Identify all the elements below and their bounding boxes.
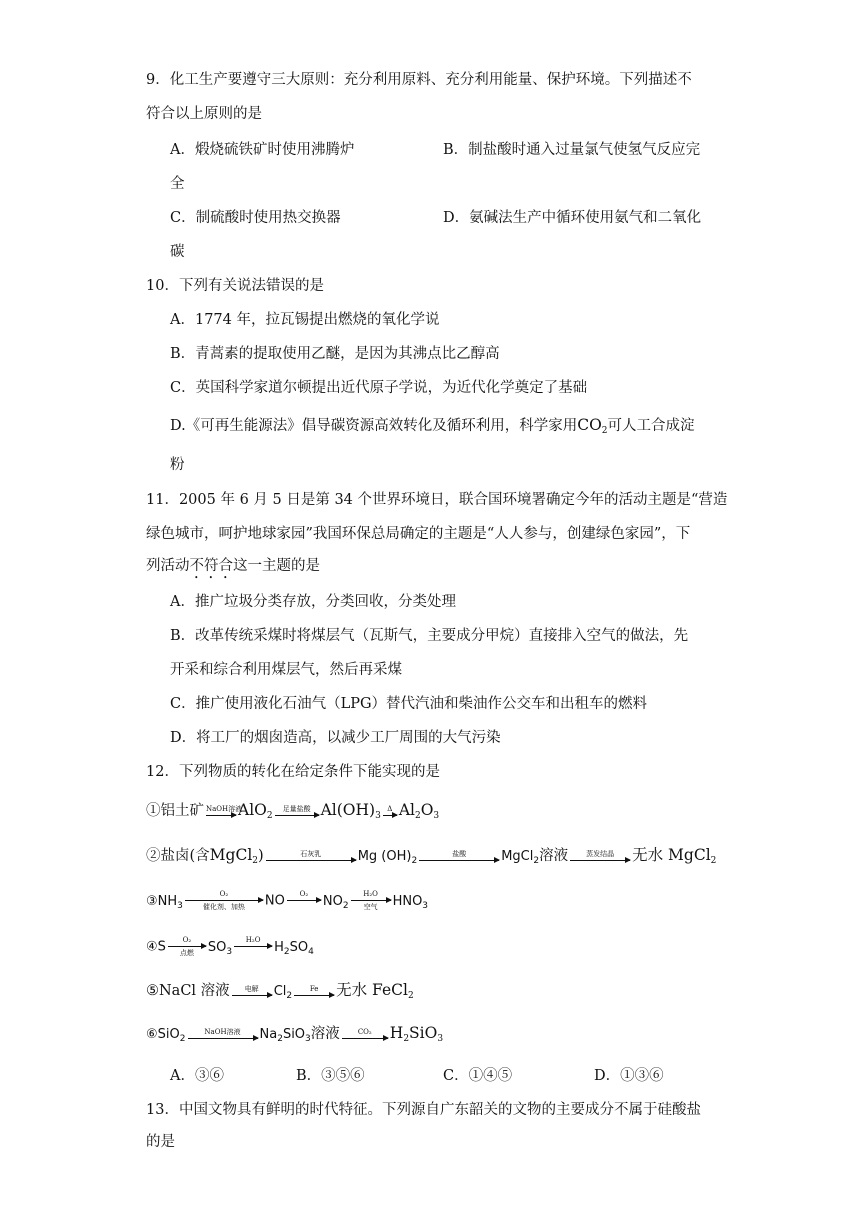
q12-route-2: ②盐卤(含MgCl$_2$) 石灰乳 Mg $(OH)_2$ 盐酸 MgCl$_2$溶液 蒸发结晶 无水 MgCl$_2$ (146, 846, 717, 866)
reaction-arrow: CO₂ (342, 1028, 388, 1041)
q9-option-d-continued: 碳 (170, 244, 185, 260)
q10-option-b: B．青蒿素的提取使用乙醚，是因为其沸点比乙醇高 (170, 346, 500, 362)
reaction-arrow: 足量盐酸 (275, 805, 319, 818)
q10-option-d-formula: $CO_2$ (577, 416, 608, 436)
q13-stem-line2: 的是 (146, 1134, 175, 1150)
reaction-arrow: H₂O 空气 (351, 890, 391, 911)
reaction-arrow: 蒸发结晶 (570, 850, 630, 863)
q12-option-a: A．③⑥ (170, 1068, 224, 1084)
q12-route-6: ⑥SiO$_2$ NaOH溶液 $Na_2SiO_3$溶液 CO₂ $H_2SiO_3$ (146, 1024, 444, 1044)
q9-stem-line2: 符合以上原则的是 (146, 106, 262, 122)
reaction-arrow: O₂ 点燃 (168, 936, 206, 957)
q12-stem: 12．下列物质的转化在给定条件下能实现的是 (146, 764, 440, 780)
reaction-arrow: O₂ (287, 890, 321, 911)
q9-option-a: A．煅烧硫铁矿时使用沸腾炉 (170, 142, 355, 158)
q11-stem-line1: 11．2005 年 6 月 5 日是第 34 个世界环境日，联合国环境署确定今年的活动主题是“营造 (146, 492, 728, 508)
q10-option-d (170, 415, 695, 441)
reaction-arrow: O₂ 催化剂、加热 (185, 890, 263, 911)
q10-option-c: C．英国科学家道尔顿提出近代原子学说，为近代化学奠定了基础 (170, 380, 588, 396)
reaction-arrow: 电解 (232, 985, 272, 998)
q12-route-4: ④S O₂ 点燃 $SO_3$ H₂O $H_2SO_4$ (146, 936, 314, 957)
q12-route-3: $③NH_3$ O₂ 催化剂、加热 NO O₂ $NO_2$ H₂O 空气 $HNO_3$ (146, 890, 429, 911)
q9-option-c: C．制硫酸时使用热交换器 (170, 210, 341, 226)
q10-option-d-text: D.《可再生能源法》倡导碳资源高效转化及循环利用，科学家用 (170, 418, 578, 434)
q11-stem-line2: 绿色城市，呵护地球家园”我国环保总局确定的主题是“人人参与，创建绿色家园”，下 (146, 526, 691, 542)
q12-option-c: C．①④⑤ (443, 1068, 513, 1084)
q11-option-a: A．推广垃圾分类存放，分类回收，分类处理 (170, 594, 456, 610)
q11-option-c: C．推广使用液化石油气（LPG）替代汽油和柴油作公交车和出租车的燃料 (170, 696, 648, 712)
q9-option-d: D．氨碱法生产中循环使用氨气和二氧化 (443, 210, 702, 226)
q12-option-d: D．①③⑥ (594, 1068, 664, 1084)
q12-route-5: ⑤NaCl 溶液 电解 $Cl_2$ Fe 无水 FeCl$_2$ (146, 981, 414, 1001)
q9-option-b: B．制盐酸时通入过量氯气使氢气反应完 (443, 142, 701, 158)
emphasis-not-comply: 不符合 (189, 558, 233, 574)
q11-option-b: B．改革传统采煤时将煤层气（瓦斯气，主要成分甲烷）直接排入空气的做法，先 (170, 628, 689, 644)
reaction-arrow: 盐酸 (419, 850, 499, 863)
q10-option-d-continued: 粉 (170, 457, 185, 473)
q10-stem: 10．下列有关说法错误的是 (146, 278, 324, 294)
q11-stem-line3: 列活动不符合这一主题的是 (146, 558, 320, 574)
q10-option-d-text-end: 可人工合成淀 (607, 418, 695, 434)
q12-route-1: ①铝土矿 NaOH溶液 AlO$_2$ 足量盐酸 $Al(OH)_3$ Δ $Al_2O_3$ (146, 801, 440, 821)
q12-option-b: B．③⑤⑥ (296, 1068, 365, 1084)
reaction-arrow: NaOH溶液 (206, 805, 236, 818)
q9-option-b-continued: 全 (170, 176, 185, 192)
q13-stem-line1: 13．中国文物具有鲜明的时代特征。下列源自广东韶关的文物的主要成分不属于硅酸盐 (146, 1102, 701, 1118)
reaction-arrow: Δ (383, 805, 397, 818)
q10-option-a: A．1774 年，拉瓦锡提出燃烧的氧化学说 (170, 312, 440, 328)
q9-stem-line1: 9．化工生产要遵守三大原则：充分利用原料、充分利用能量、保护环境。下列描述不 (146, 72, 692, 88)
q11-option-d: D．将工厂的烟囱造高，以减少工厂周围的大气污染 (170, 730, 501, 746)
reaction-arrow: Fe (294, 985, 334, 998)
reaction-arrow: 石灰乳 (266, 850, 356, 863)
q11-option-b-continued: 开采和综合利用煤层气，然后再采煤 (170, 662, 402, 678)
reaction-arrow: NaOH溶液 (188, 1028, 258, 1041)
reaction-arrow: H₂O (234, 936, 272, 957)
